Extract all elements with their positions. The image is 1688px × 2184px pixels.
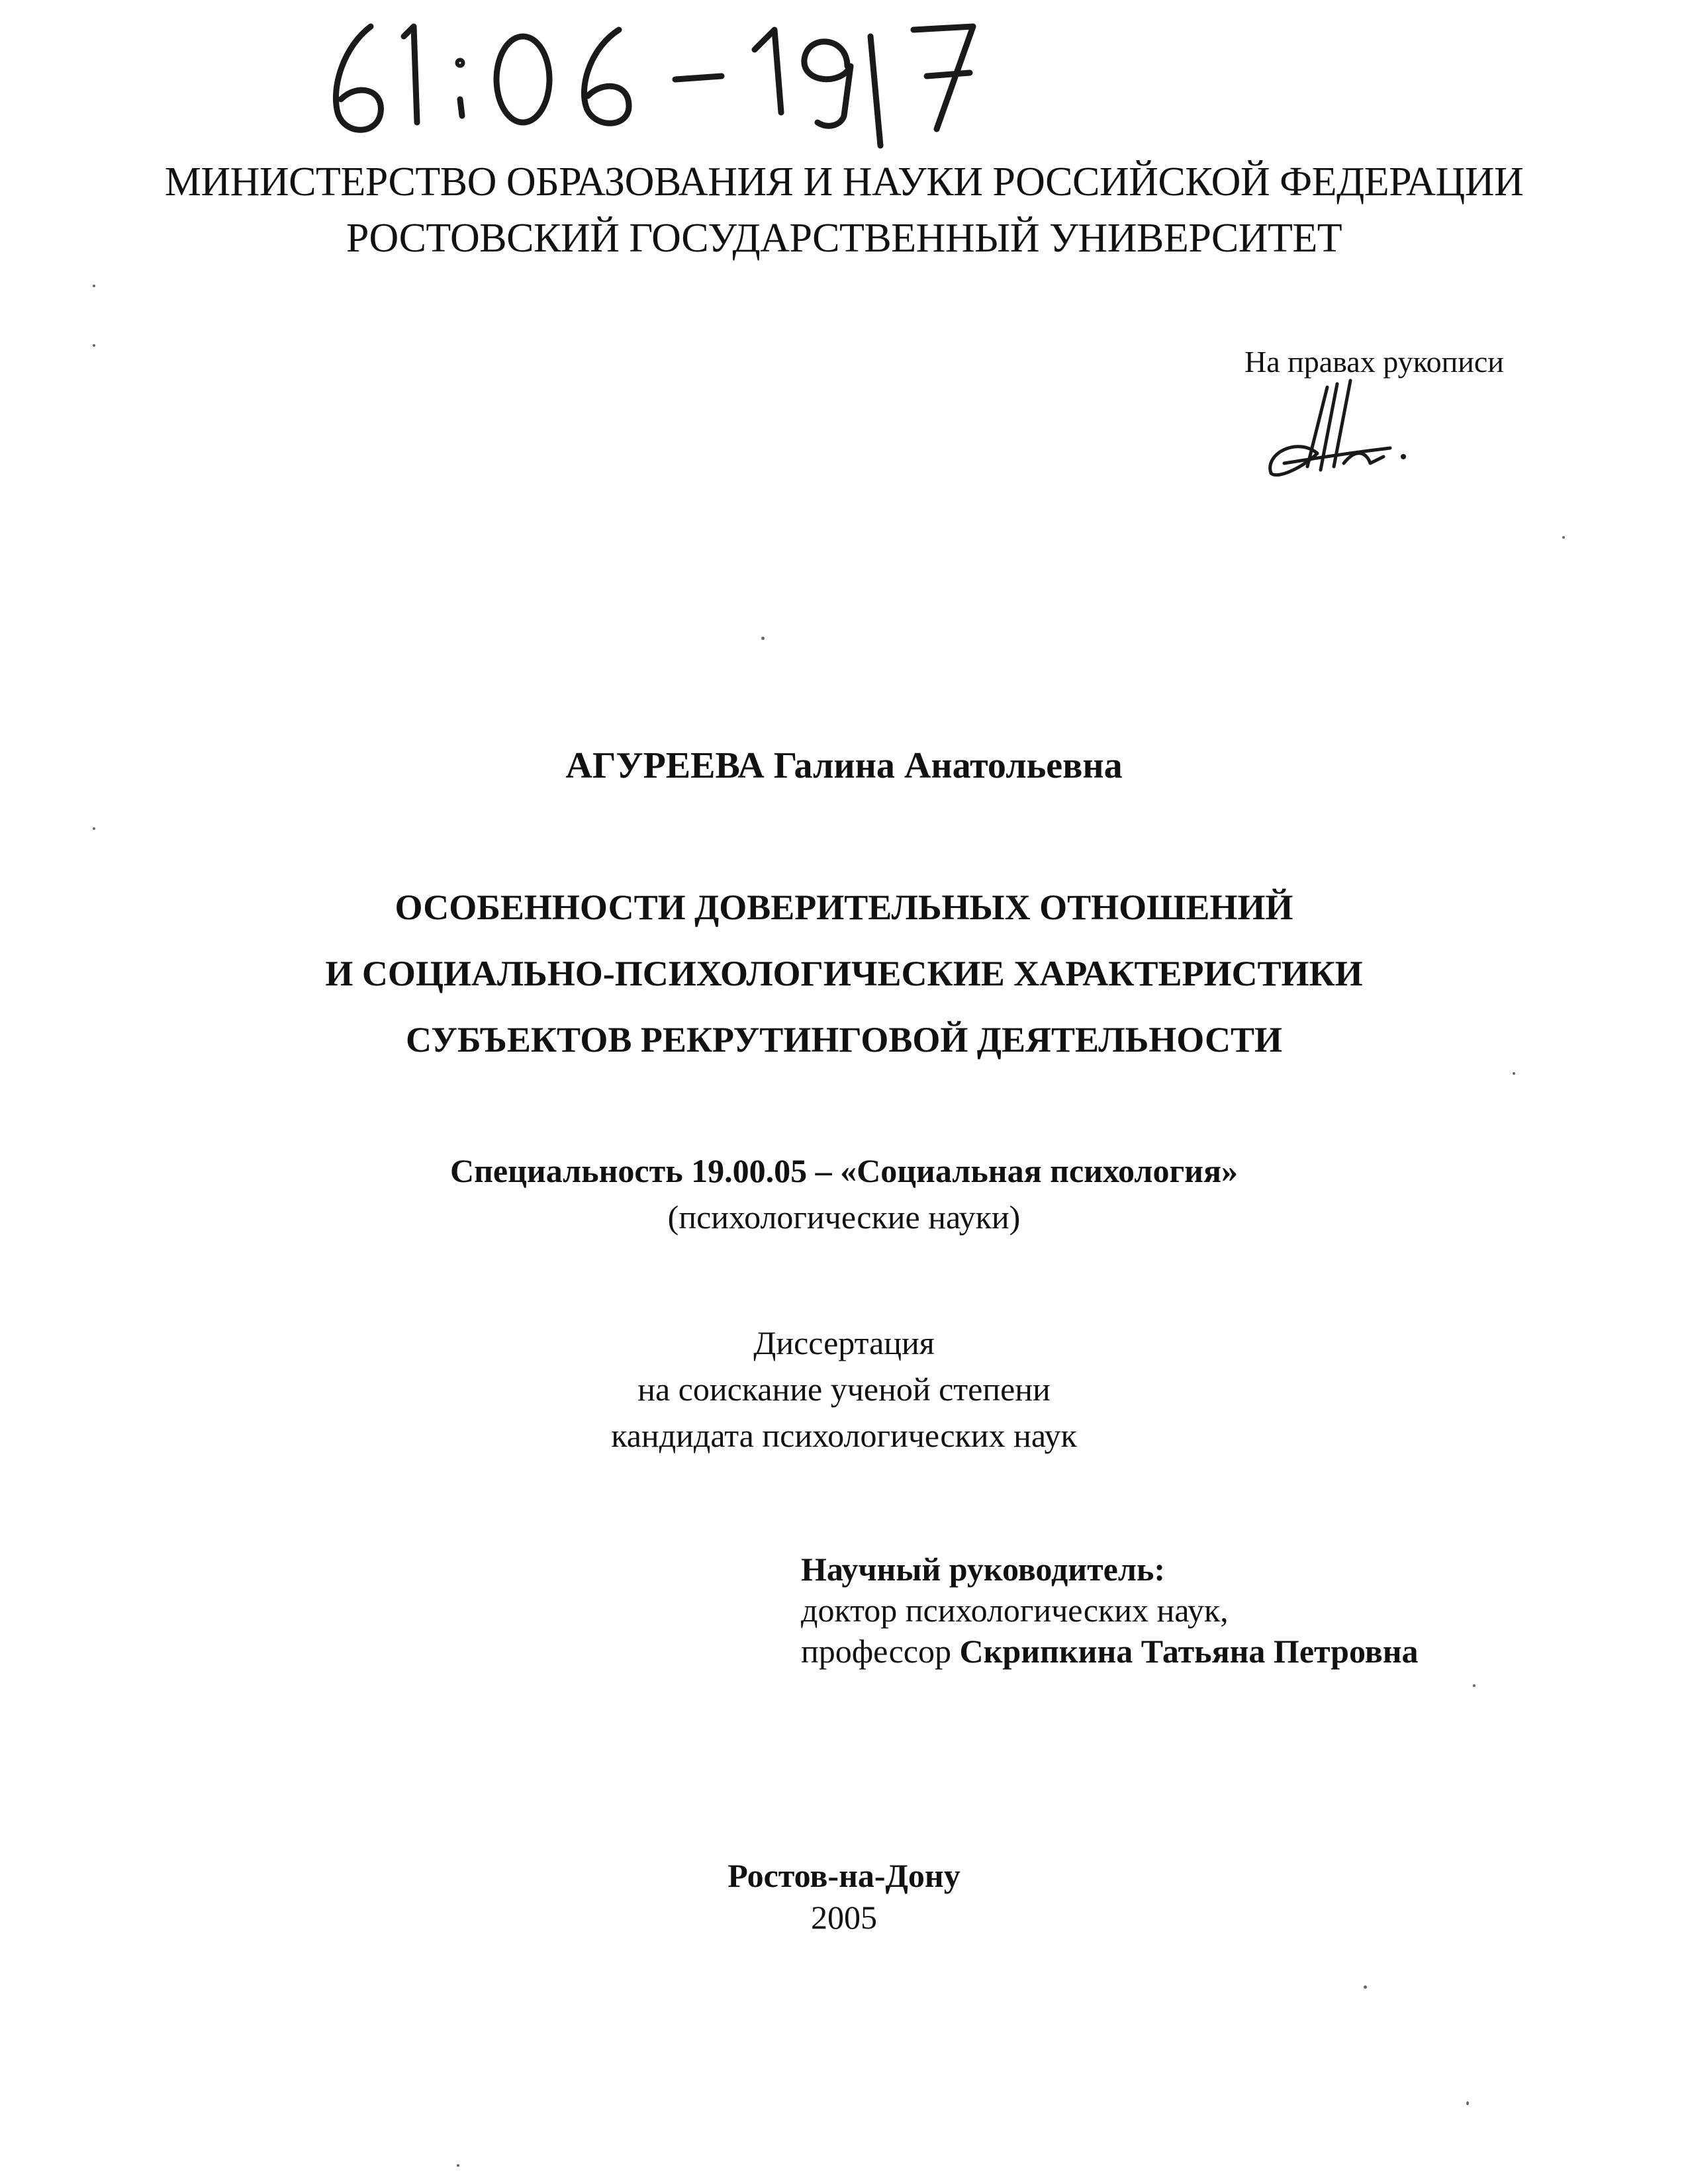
scan-speck (93, 827, 95, 830)
university-name: РОСТОВСКИЙ ГОСУДАРСТВЕННЫЙ УНИВЕРСИТЕТ (346, 216, 1342, 261)
city: Ростов-на-Дону (727, 1857, 961, 1894)
author-signature (1258, 374, 1423, 493)
author-name: АГУРЕЕВА Галина Анатольевна (565, 745, 1123, 786)
dissertation-title-line-3: СУБЪЕКТОВ РЕКРУТИНГОВОЙ ДЕЯТЕЛЬНОСТИ (406, 1020, 1282, 1060)
scan-speck (761, 637, 765, 640)
supervisor-title-line (801, 1631, 1419, 1672)
supervisor-degree: доктор психологических наук, (801, 1592, 1229, 1629)
supervisor-name: Скрипкина Татьяна Петровна (959, 1633, 1419, 1670)
scan-speck (1513, 1072, 1515, 1075)
dissertation-title-line-2: И СОЦИАЛЬНО-ПСИХОЛОГИЧЕСКИЕ ХАРАКТЕРИСТИКИ (325, 954, 1363, 993)
handwritten-archive-code (318, 7, 1178, 152)
scan-speck (457, 2164, 459, 2167)
scan-speck (1562, 536, 1565, 539)
supervisor-title: профессор (801, 1633, 951, 1670)
specialty-line: Специальность 19.00.05 – «Социальная психология» (449, 1152, 1239, 1189)
supervisor-heading: Научный руководитель: (801, 1551, 1165, 1588)
degree-seeking-line: на соискание ученой степени (637, 1371, 1051, 1408)
degree-name: кандидата психологических наук (611, 1417, 1077, 1454)
year: 2005 (811, 1899, 877, 1936)
dissertation-title-line-1: ОСОБЕННОСТИ ДОВЕРИТЕЛЬНЫХ ОТНОШЕНИЙ (395, 887, 1293, 927)
supervisor-block (801, 1549, 1419, 1672)
manuscript-rights-label: На правах рукописи (1244, 345, 1504, 379)
scan-speck (1473, 1684, 1476, 1687)
ministry-name: МИНИСТЕРСТВО ОБРАЗОВАНИЯ И НАУКИ РОССИЙСКОЙ ФЕДЕРАЦИИ (164, 159, 1524, 205)
scan-speck (93, 285, 95, 287)
specialty-field: (психологические науки) (667, 1199, 1021, 1236)
scan-speck (93, 344, 95, 347)
scan-speck (1364, 1985, 1367, 1989)
scan-speck (1466, 2101, 1469, 2105)
dissertation-label: Диссертация (753, 1324, 935, 1361)
